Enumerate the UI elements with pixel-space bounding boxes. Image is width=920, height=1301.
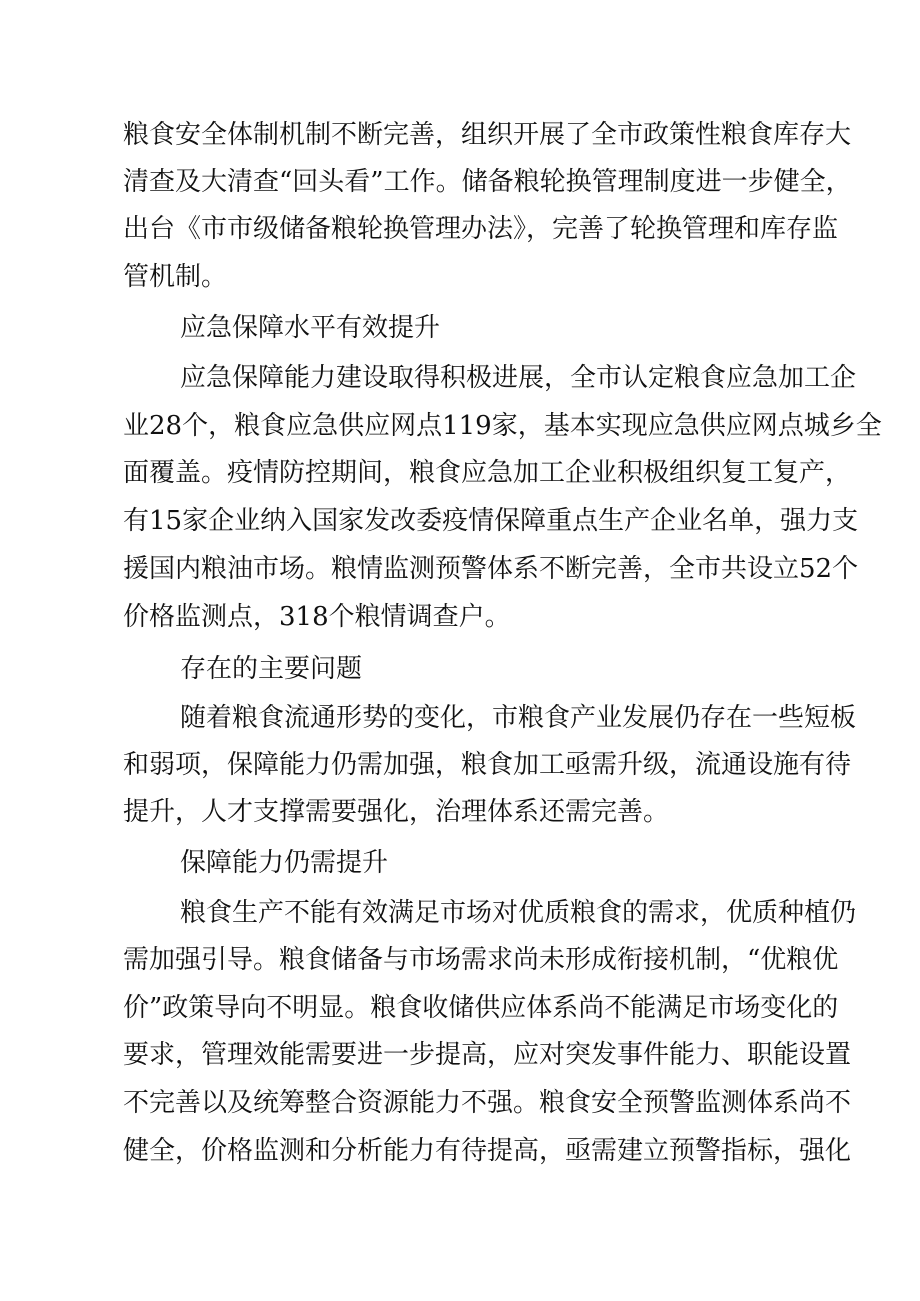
body-text-line: 和弱项，保障能力仍需加强，粮食加工亟需升级，流通设施有待: [123, 750, 852, 780]
body-text-line: 不完善以及统筹整合资源能力不强。粮食安全预警监测体系尚不: [123, 1088, 852, 1118]
body-text-line: 业28个，粮食应急供应网点119家，基本实现应急供应网点城乡全: [123, 411, 882, 441]
body-text-line: 要求，管理效能需要进一步提高，应对突发事件能力、职能设置: [123, 1040, 852, 1070]
body-text-line: 应急保障能力建设取得积极进展，全市认定粮食应急加工企: [180, 363, 857, 393]
body-text-line: 价”政策导向不明显。粮食收储供应体系尚不能满足市场变化的: [123, 993, 839, 1023]
body-text-line: 随着粮食流通形势的变化，市粮食产业发展仍存在一些短板: [180, 703, 857, 733]
body-text-line: 粮食安全体制机制不断完善，组织开展了全市政策性粮食库存大: [123, 120, 852, 150]
section-heading: 存在的主要问题: [180, 654, 363, 684]
body-text-line: 清查及大清查“回头看”工作。储备粮轮换管理制度进一步健全，: [123, 167, 852, 197]
body-text-line: 援国内粮油市场。粮情监测预警体系不断完善，全市共设立52个: [123, 554, 859, 584]
body-text-line: 面覆盖。疫情防控期间，粮食应急加工企业积极组织复工复产，: [123, 458, 852, 488]
body-text-line: 有15家企业纳入国家发改委疫情保障重点生产企业名单，强力支: [123, 506, 859, 536]
section-heading: 保障能力仍需提升: [180, 848, 389, 878]
body-text-line: 需加强引导。粮食储备与市场需求尚未形成衔接机制，“优粮优: [123, 945, 839, 975]
section-heading: 应急保障水平有效提升: [180, 313, 441, 343]
body-text-line: 出台《市市级储备粮轮换管理办法》，完善了轮换管理和库存监: [123, 214, 839, 244]
body-text-line: 提升，人才支撑需要强化，治理体系还需完善。: [123, 797, 670, 827]
body-text-line: 健全，价格监测和分析能力有待提高，亟需建立预警指标，强化: [123, 1136, 852, 1166]
body-text-line: 价格监测点，318个粮情调查户。: [123, 602, 511, 632]
body-text-line: 粮食生产不能有效满足市场对优质粮食的需求，优质种植仍: [180, 898, 857, 928]
body-text-line: 管机制。: [123, 262, 228, 292]
